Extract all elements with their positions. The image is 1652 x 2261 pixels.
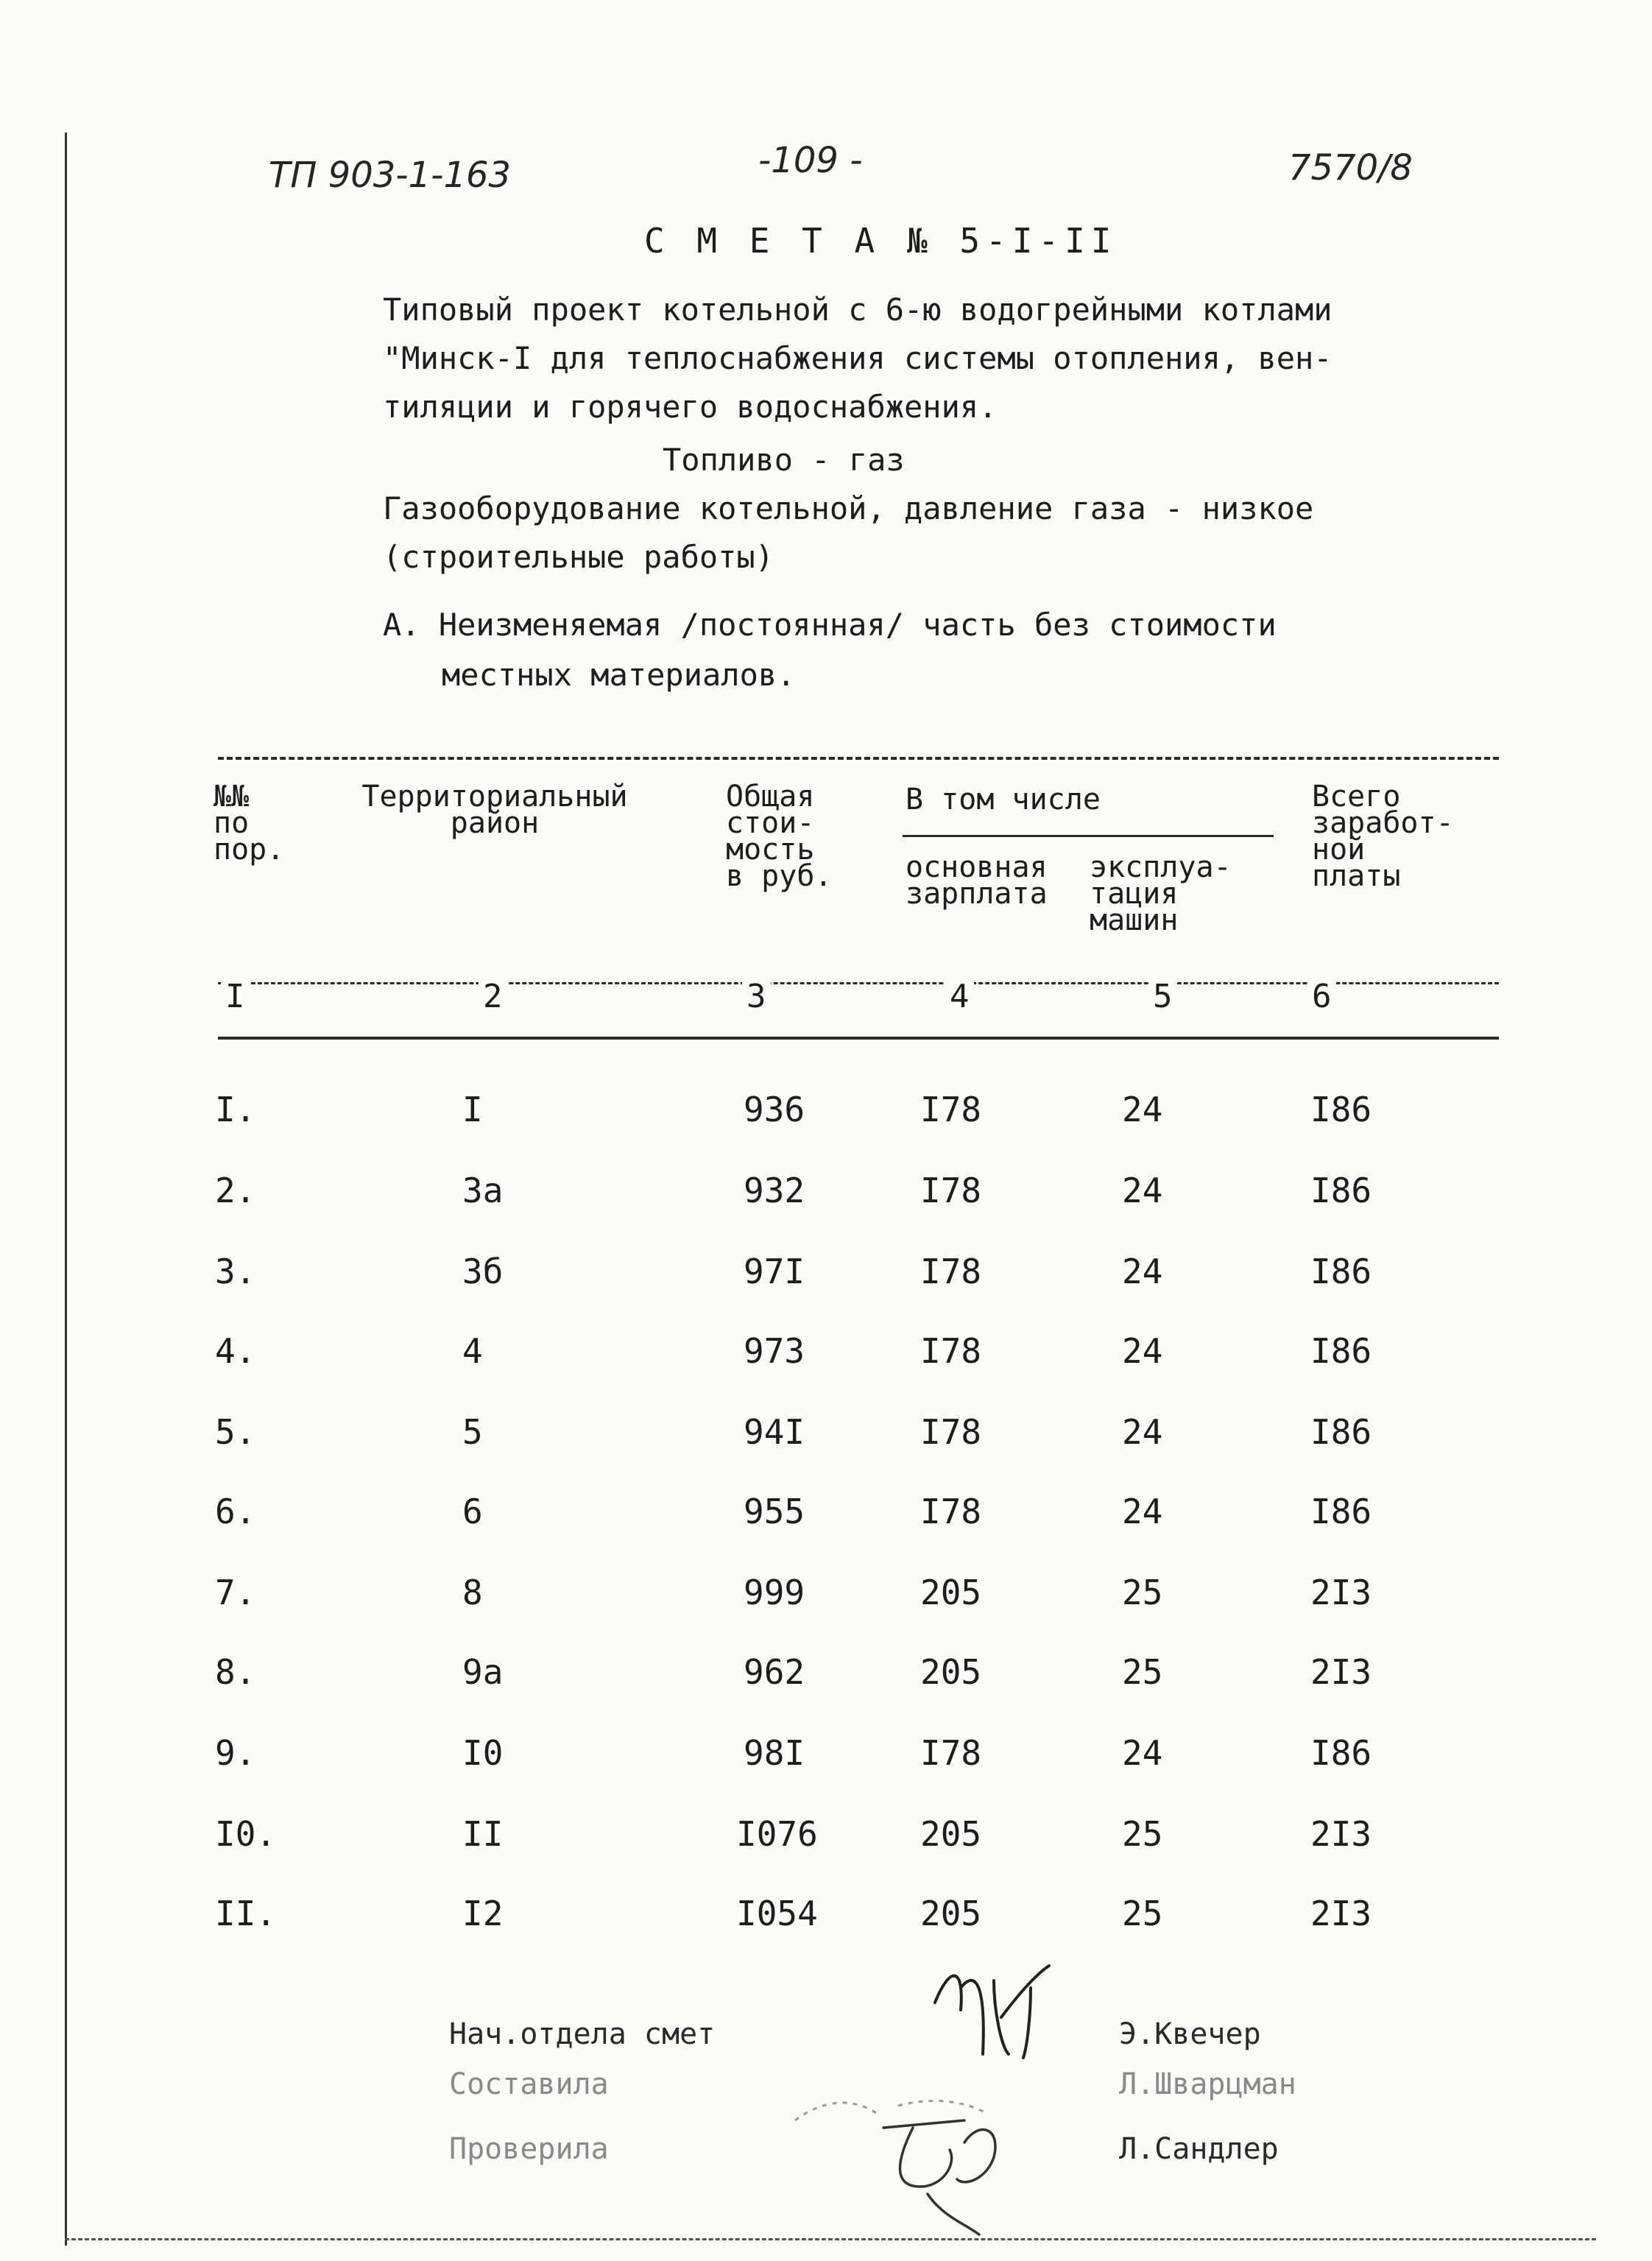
total-cost: 932 xyxy=(744,1171,805,1210)
total-cost: 936 xyxy=(744,1090,805,1129)
header-col-total-cost: Общая стои- мость в руб. xyxy=(726,780,833,893)
table-row xyxy=(0,1814,1652,1866)
column-number-1: I xyxy=(221,978,250,1015)
machine-operation: 25 xyxy=(1122,1894,1163,1933)
base-salary: 205 xyxy=(920,1573,982,1612)
district: II xyxy=(462,1814,504,1854)
table-row xyxy=(0,1652,1652,1704)
header-group-including: В том числе xyxy=(906,783,1101,816)
total-cost: 94I xyxy=(744,1412,805,1452)
total-cost: 97I xyxy=(744,1252,805,1291)
description-line-5: (строительные работы) xyxy=(383,539,774,575)
column-number-2: 2 xyxy=(479,978,507,1015)
row-number: 6. xyxy=(215,1492,256,1531)
row-number: 3. xyxy=(215,1252,256,1291)
base-salary: I78 xyxy=(920,1733,982,1773)
district: I0 xyxy=(462,1733,504,1773)
signature-role-head: Нач.отдела смет xyxy=(449,2017,716,2051)
machine-operation: 24 xyxy=(1122,1412,1163,1452)
row-number: 5. xyxy=(215,1412,256,1452)
sheet-number: 7570/8 xyxy=(1288,147,1413,188)
table-header-rule xyxy=(218,1037,1499,1040)
row-number: I. xyxy=(215,1090,256,1129)
total-wages: I86 xyxy=(1310,1171,1372,1210)
section-line-1: А. Неизменяемая /постоянная/ часть без стоимости xyxy=(383,607,1277,643)
district: 5 xyxy=(462,1412,483,1452)
base-salary: 205 xyxy=(920,1652,982,1692)
district: I xyxy=(462,1090,483,1129)
description-line-2: "Минск-I для теплоснабжения системы отопления, вен- xyxy=(383,340,1332,376)
total-wages: 2I3 xyxy=(1310,1814,1372,1854)
machine-operation: 24 xyxy=(1122,1090,1163,1129)
column-number-rule xyxy=(218,982,1499,984)
table-row xyxy=(0,1331,1652,1383)
machine-operation: 24 xyxy=(1122,1733,1163,1773)
signature-name-checker: Л.Сандлер xyxy=(1119,2132,1279,2166)
total-cost: 999 xyxy=(744,1573,805,1612)
total-wages: I86 xyxy=(1310,1252,1372,1291)
column-number-3: 3 xyxy=(742,978,771,1015)
section-line-2: местных материалов. xyxy=(442,657,796,693)
machine-operation: 25 xyxy=(1122,1573,1163,1612)
total-cost: I054 xyxy=(736,1894,818,1933)
table-row xyxy=(0,1492,1652,1543)
column-number-6: 6 xyxy=(1307,978,1336,1015)
row-number: 9. xyxy=(215,1733,256,1773)
row-number: 4. xyxy=(215,1331,256,1371)
header-col-base-salary: основная зарплата xyxy=(906,850,1048,911)
base-salary: I78 xyxy=(920,1090,982,1129)
signature-name-compiler: Л.Шварцман xyxy=(1119,2067,1296,2101)
description-line-1: Типовый проект котельной с 6-ю водогрейными котлами xyxy=(383,292,1332,328)
signature-role-compiler: Составила xyxy=(449,2067,609,2101)
header-col-machine-operation: эксплуа- тация машин xyxy=(1090,850,1232,937)
project-code: ТП 903-1-163 xyxy=(269,155,512,196)
document-title: С М Е Т А № 5-I-II xyxy=(644,221,1118,261)
table-row xyxy=(0,1894,1652,1945)
total-cost: 955 xyxy=(744,1492,805,1531)
table-row xyxy=(0,1252,1652,1303)
bottom-border-line xyxy=(65,2238,1596,2240)
signature-name-head: Э.Квечер xyxy=(1119,2017,1261,2051)
machine-operation: 25 xyxy=(1122,1652,1163,1692)
base-salary: 205 xyxy=(920,1894,982,1933)
total-wages: 2I3 xyxy=(1310,1652,1372,1692)
description-line-4: Газооборудование котельной, давление газа - низкое xyxy=(383,490,1314,526)
total-wages: I86 xyxy=(1310,1492,1372,1531)
row-number: 2. xyxy=(215,1171,256,1210)
district: 3б xyxy=(462,1252,504,1291)
fuel-line: Топливо - газ xyxy=(663,442,905,478)
total-wages: I86 xyxy=(1310,1733,1372,1773)
district: 3а xyxy=(462,1171,504,1210)
machine-operation: 24 xyxy=(1122,1171,1163,1210)
total-cost: I076 xyxy=(736,1814,818,1854)
district: 6 xyxy=(462,1492,483,1531)
table-row xyxy=(0,1171,1652,1222)
district: 8 xyxy=(462,1573,483,1612)
base-salary: I78 xyxy=(920,1412,982,1452)
base-salary: I78 xyxy=(920,1492,982,1531)
machine-operation: 24 xyxy=(1122,1252,1163,1291)
total-wages: I86 xyxy=(1310,1412,1372,1452)
header-col-number: №№ по пор. xyxy=(213,780,285,867)
district: 4 xyxy=(462,1331,483,1371)
header-col-total-wages: Всего заработ- ной платы xyxy=(1312,780,1454,893)
signature-role-checker: Проверила xyxy=(449,2132,609,2166)
table-top-rule xyxy=(218,757,1499,760)
header-col-district: Территориальный район xyxy=(361,780,628,840)
table-row xyxy=(0,1733,1652,1785)
table-row xyxy=(0,1573,1652,1624)
base-salary: I78 xyxy=(920,1331,982,1371)
machine-operation: 24 xyxy=(1122,1331,1163,1371)
machine-operation: 24 xyxy=(1122,1492,1163,1531)
base-salary: 205 xyxy=(920,1814,982,1854)
district: I2 xyxy=(462,1894,504,1933)
total-wages: I86 xyxy=(1310,1331,1372,1371)
row-number: II. xyxy=(215,1894,277,1933)
total-cost: 973 xyxy=(744,1331,805,1371)
total-cost: 98I xyxy=(744,1733,805,1773)
row-number: I0. xyxy=(215,1814,277,1854)
column-number-4: 4 xyxy=(945,978,974,1015)
row-number: 7. xyxy=(215,1573,256,1612)
page-number: -109 - xyxy=(758,140,863,181)
base-salary: I78 xyxy=(920,1171,982,1210)
machine-operation: 25 xyxy=(1122,1814,1163,1854)
base-salary: I78 xyxy=(920,1252,982,1291)
total-wages: I86 xyxy=(1310,1090,1372,1129)
header-group-rule xyxy=(903,835,1274,837)
district: 9а xyxy=(462,1652,504,1692)
description-line-3: тиляции и горячего водоснабжения. xyxy=(383,389,998,425)
table-row xyxy=(0,1090,1652,1141)
handwritten-signature-head xyxy=(920,1958,1067,2069)
column-number-5: 5 xyxy=(1148,978,1177,1015)
total-wages: 2I3 xyxy=(1310,1894,1372,1933)
table-row xyxy=(0,1412,1652,1464)
total-cost: 962 xyxy=(744,1652,805,1692)
row-number: 8. xyxy=(215,1652,256,1692)
total-wages: 2I3 xyxy=(1310,1573,1372,1612)
handwritten-signature-checker xyxy=(780,2076,1016,2238)
